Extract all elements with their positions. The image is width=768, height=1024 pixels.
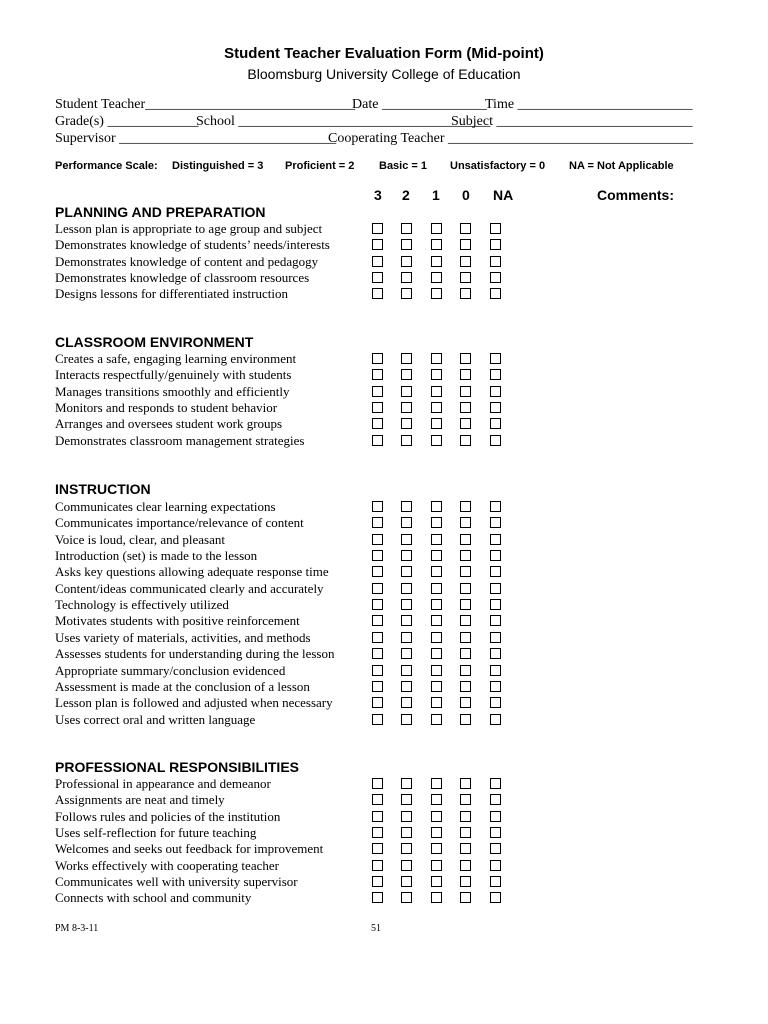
- grades-field[interactable]: Grade(s) _____________: [55, 114, 199, 129]
- score-0-checkbox[interactable]: [460, 288, 471, 299]
- school-field[interactable]: School ____________________________________: [196, 114, 491, 129]
- score-2-checkbox[interactable]: [401, 876, 412, 887]
- criterion-label: Uses self-reflection for future teaching: [55, 825, 257, 841]
- score-3-checkbox[interactable]: [372, 386, 383, 397]
- score-2-checkbox[interactable]: [401, 583, 412, 594]
- score-3-checkbox[interactable]: [372, 697, 383, 708]
- score-2-checkbox[interactable]: [401, 550, 412, 561]
- criterion-label: Designs lessons for differentiated instruction: [55, 286, 288, 302]
- score-2-checkbox[interactable]: [401, 827, 412, 838]
- score-1-checkbox[interactable]: [431, 615, 442, 626]
- score-0-checkbox[interactable]: [460, 697, 471, 708]
- score-na-checkbox[interactable]: [490, 827, 501, 838]
- criterion-label: Arranges and oversees student work groups: [55, 416, 283, 432]
- score-2-checkbox[interactable]: [401, 681, 412, 692]
- criterion-label: Professional in appearance and demeanor: [55, 776, 271, 791]
- score-1-checkbox[interactable]: [431, 435, 442, 446]
- score-2-checkbox[interactable]: [401, 615, 412, 626]
- score-3-checkbox[interactable]: [372, 876, 383, 887]
- section-title: CLASSROOM ENVIRONMENT: [55, 334, 254, 350]
- criterion-label: Content/ideas communicated clearly and accurately: [55, 580, 324, 596]
- score-2-checkbox[interactable]: [401, 288, 412, 299]
- score-2-checkbox[interactable]: [401, 794, 412, 805]
- score-1-checkbox[interactable]: [431, 860, 442, 871]
- score-2-checkbox[interactable]: [401, 599, 412, 610]
- score-2-checkbox[interactable]: [401, 418, 412, 429]
- score-na-checkbox[interactable]: [490, 501, 501, 512]
- criterion-label: Voice is loud, clear, and pleasant: [55, 531, 225, 547]
- score-0-checkbox[interactable]: [460, 843, 471, 854]
- score-2-checkbox[interactable]: [401, 714, 412, 725]
- score-3-checkbox[interactable]: [372, 288, 383, 299]
- criterion-label: Lesson plan is followed and adjusted when necessary: [55, 695, 333, 711]
- score-na-checkbox[interactable]: [490, 599, 501, 610]
- criterion-label: Connects with school and community: [55, 890, 252, 906]
- form-title: Student Teacher Evaluation Form (Mid-point): [224, 45, 544, 62]
- criterion-label: Demonstrates knowledge of classroom resources: [55, 270, 310, 286]
- score-0-checkbox[interactable]: [460, 714, 471, 725]
- score-na-checkbox[interactable]: [490, 517, 501, 528]
- page-number: 51: [371, 923, 381, 934]
- section-title: INSTRUCTION: [55, 481, 151, 497]
- score-2-checkbox[interactable]: [401, 353, 412, 364]
- score-0-checkbox[interactable]: [460, 418, 471, 429]
- score-1-checkbox[interactable]: [431, 239, 442, 250]
- score-na-checkbox[interactable]: [490, 402, 501, 413]
- criterion-label: Works effectively with cooperating teacher: [55, 857, 279, 873]
- score-3-checkbox[interactable]: [372, 811, 383, 822]
- score-1-checkbox[interactable]: [431, 517, 442, 528]
- score-2-checkbox[interactable]: [401, 632, 412, 643]
- score-3-checkbox[interactable]: [372, 418, 383, 429]
- score-2-checkbox[interactable]: [401, 778, 412, 789]
- score-3-checkbox[interactable]: [372, 239, 383, 250]
- score-3-checkbox[interactable]: [372, 272, 383, 283]
- score-0-checkbox[interactable]: [460, 369, 471, 380]
- criterion-label: Motivates students with positive reinforcement: [55, 613, 300, 629]
- score-1-checkbox[interactable]: [431, 843, 442, 854]
- form-subtitle: Bloomsburg University College of Education: [247, 66, 521, 82]
- score-0-checkbox[interactable]: [460, 256, 471, 267]
- score-0-checkbox[interactable]: [460, 223, 471, 234]
- score-0-checkbox[interactable]: [460, 550, 471, 561]
- score-2-checkbox[interactable]: [401, 665, 412, 676]
- criterion-label: Introduction (set) is made to the lesson: [55, 548, 258, 564]
- col-na-header: NA: [493, 187, 514, 203]
- score-1-checkbox[interactable]: [431, 223, 442, 234]
- score-na-checkbox[interactable]: [490, 353, 501, 364]
- scale-distinguished: Distinguished = 3: [172, 160, 264, 172]
- score-0-checkbox[interactable]: [460, 892, 471, 903]
- form-code: PM 8-3-11: [55, 923, 99, 934]
- scale-label: Performance Scale:: [55, 160, 158, 172]
- score-1-checkbox[interactable]: [431, 876, 442, 887]
- score-0-checkbox[interactable]: [460, 681, 471, 692]
- score-na-checkbox[interactable]: [490, 369, 501, 380]
- score-1-checkbox[interactable]: [431, 892, 442, 903]
- score-1-checkbox[interactable]: [431, 272, 442, 283]
- score-2-checkbox[interactable]: [401, 272, 412, 283]
- score-1-checkbox[interactable]: [431, 583, 442, 594]
- score-3-checkbox[interactable]: [372, 256, 383, 267]
- score-2-checkbox[interactable]: [401, 256, 412, 267]
- score-2-checkbox[interactable]: [401, 892, 412, 903]
- col-0-header: 0: [462, 187, 470, 203]
- score-3-checkbox[interactable]: [372, 223, 383, 234]
- score-1-checkbox[interactable]: [431, 534, 442, 545]
- score-na-checkbox[interactable]: [490, 714, 501, 725]
- score-1-checkbox[interactable]: [431, 256, 442, 267]
- score-na-checkbox[interactable]: [490, 418, 501, 429]
- criterion-label: Lesson plan is appropriate to age group and subject: [55, 221, 323, 236]
- score-3-checkbox[interactable]: [372, 860, 383, 871]
- score-2-checkbox[interactable]: [401, 534, 412, 545]
- score-1-checkbox[interactable]: [431, 288, 442, 299]
- score-2-checkbox[interactable]: [401, 697, 412, 708]
- score-3-checkbox[interactable]: [372, 714, 383, 725]
- score-1-checkbox[interactable]: [431, 501, 442, 512]
- score-0-checkbox[interactable]: [460, 599, 471, 610]
- score-2-checkbox[interactable]: [401, 648, 412, 659]
- score-0-checkbox[interactable]: [460, 811, 471, 822]
- score-3-checkbox[interactable]: [372, 648, 383, 659]
- score-3-checkbox[interactable]: [372, 583, 383, 594]
- criterion-label: Asks key questions allowing adequate response time: [55, 564, 329, 580]
- criterion-label: Communicates well with university supervisor: [55, 874, 298, 890]
- score-3-checkbox[interactable]: [372, 632, 383, 643]
- time-field[interactable]: Time _________________________: [485, 97, 693, 112]
- score-na-checkbox[interactable]: [490, 632, 501, 643]
- score-3-checkbox[interactable]: [372, 599, 383, 610]
- score-na-checkbox[interactable]: [490, 288, 501, 299]
- score-2-checkbox[interactable]: [401, 369, 412, 380]
- score-1-checkbox[interactable]: [431, 665, 442, 676]
- criterion-label: Assessment is made at the conclusion of a lesson: [55, 678, 310, 694]
- supervisor-field[interactable]: Supervisor _______________________________: [55, 131, 337, 146]
- score-0-checkbox[interactable]: [460, 778, 471, 789]
- score-0-checkbox[interactable]: [460, 435, 471, 446]
- score-3-checkbox[interactable]: [372, 517, 383, 528]
- score-0-checkbox[interactable]: [460, 534, 471, 545]
- score-1-checkbox[interactable]: [431, 369, 442, 380]
- score-2-checkbox[interactable]: [401, 843, 412, 854]
- score-na-checkbox[interactable]: [490, 534, 501, 545]
- score-na-checkbox[interactable]: [490, 583, 501, 594]
- score-na-checkbox[interactable]: [490, 256, 501, 267]
- score-0-checkbox[interactable]: [460, 239, 471, 250]
- col-2-header: 2: [402, 187, 410, 203]
- student-teacher-field[interactable]: Student Teacher______________________________: [55, 97, 356, 112]
- criterion-label: Creates a safe, engaging learning environment: [55, 351, 297, 366]
- score-2-checkbox[interactable]: [401, 811, 412, 822]
- score-0-checkbox[interactable]: [460, 876, 471, 887]
- score-3-checkbox[interactable]: [372, 566, 383, 577]
- score-1-checkbox[interactable]: [431, 794, 442, 805]
- score-na-checkbox[interactable]: [490, 223, 501, 234]
- score-0-checkbox[interactable]: [460, 794, 471, 805]
- criterion-label: Monitors and responds to student behavior: [55, 400, 278, 416]
- score-1-checkbox[interactable]: [431, 778, 442, 789]
- criterion-label: Welcomes and seeks out feedback for improvement: [55, 841, 324, 857]
- criterion-label: Demonstrates classroom management strategies: [55, 432, 305, 448]
- score-3-checkbox[interactable]: [372, 681, 383, 692]
- score-0-checkbox[interactable]: [460, 566, 471, 577]
- criterion-label: Demonstrates knowledge of students’ needs/interests: [55, 237, 330, 253]
- cooperating-teacher-field[interactable]: Cooperating Teacher ___________________________________: [328, 131, 694, 146]
- score-0-checkbox[interactable]: [460, 583, 471, 594]
- score-0-checkbox[interactable]: [460, 860, 471, 871]
- score-na-checkbox[interactable]: [490, 648, 501, 659]
- score-na-checkbox[interactable]: [490, 697, 501, 708]
- criterion-label: Follows rules and policies of the institution: [55, 808, 281, 824]
- score-na-checkbox[interactable]: [490, 794, 501, 805]
- score-na-checkbox[interactable]: [490, 778, 501, 789]
- score-1-checkbox[interactable]: [431, 402, 442, 413]
- criterion-label: Uses correct oral and written language: [55, 711, 256, 727]
- score-na-checkbox[interactable]: [490, 876, 501, 887]
- score-3-checkbox[interactable]: [372, 402, 383, 413]
- score-2-checkbox[interactable]: [401, 402, 412, 413]
- criterion-label: Communicates importance/relevance of content: [55, 515, 304, 531]
- subject-field[interactable]: Subject ____________________________: [451, 114, 693, 129]
- score-0-checkbox[interactable]: [460, 386, 471, 397]
- score-na-checkbox[interactable]: [490, 386, 501, 397]
- score-1-checkbox[interactable]: [431, 681, 442, 692]
- score-0-checkbox[interactable]: [460, 501, 471, 512]
- comments-header: Comments:: [597, 187, 675, 203]
- score-na-checkbox[interactable]: [490, 272, 501, 283]
- scale-unsatisfactory: Unsatisfactory = 0: [450, 160, 546, 172]
- score-na-checkbox[interactable]: [490, 615, 501, 626]
- score-2-checkbox[interactable]: [401, 517, 412, 528]
- criterion-label: Interacts respectfully/genuinely with students: [55, 367, 292, 383]
- score-3-checkbox[interactable]: [372, 353, 383, 364]
- score-3-checkbox[interactable]: [372, 843, 383, 854]
- score-3-checkbox[interactable]: [372, 892, 383, 903]
- score-0-checkbox[interactable]: [460, 648, 471, 659]
- score-0-checkbox[interactable]: [460, 615, 471, 626]
- score-1-checkbox[interactable]: [431, 386, 442, 397]
- score-0-checkbox[interactable]: [460, 402, 471, 413]
- score-na-checkbox[interactable]: [490, 892, 501, 903]
- score-3-checkbox[interactable]: [372, 778, 383, 789]
- col-1-header: 1: [432, 187, 440, 203]
- score-0-checkbox[interactable]: [460, 827, 471, 838]
- score-0-checkbox[interactable]: [460, 353, 471, 364]
- score-3-checkbox[interactable]: [372, 827, 383, 838]
- score-3-checkbox[interactable]: [372, 369, 383, 380]
- score-1-checkbox[interactable]: [431, 697, 442, 708]
- date-field[interactable]: Date _______________: [352, 97, 487, 112]
- score-1-checkbox[interactable]: [431, 418, 442, 429]
- score-na-checkbox[interactable]: [490, 681, 501, 692]
- score-3-checkbox[interactable]: [372, 615, 383, 626]
- score-na-checkbox[interactable]: [490, 860, 501, 871]
- score-0-checkbox[interactable]: [460, 517, 471, 528]
- criterion-label: Appropriate summary/conclusion evidenced: [55, 662, 286, 678]
- score-3-checkbox[interactable]: [372, 550, 383, 561]
- score-na-checkbox[interactable]: [490, 239, 501, 250]
- score-3-checkbox[interactable]: [372, 501, 383, 512]
- score-1-checkbox[interactable]: [431, 353, 442, 364]
- scale-proficient: Proficient = 2: [285, 160, 355, 172]
- col-3-header: 3: [374, 187, 382, 203]
- score-1-checkbox[interactable]: [431, 599, 442, 610]
- score-3-checkbox[interactable]: [372, 794, 383, 805]
- score-1-checkbox[interactable]: [431, 827, 442, 838]
- score-na-checkbox[interactable]: [490, 435, 501, 446]
- score-na-checkbox[interactable]: [490, 665, 501, 676]
- criterion-label: Manages transitions smoothly and efficiently: [55, 383, 290, 399]
- scale-na: NA = Not Applicable: [569, 160, 674, 172]
- score-0-checkbox[interactable]: [460, 632, 471, 643]
- section-title: PROFESSIONAL RESPONSIBILITIES: [55, 759, 300, 775]
- score-1-checkbox[interactable]: [431, 550, 442, 561]
- score-na-checkbox[interactable]: [490, 566, 501, 577]
- score-3-checkbox[interactable]: [372, 435, 383, 446]
- score-2-checkbox[interactable]: [401, 223, 412, 234]
- score-2-checkbox[interactable]: [401, 239, 412, 250]
- score-2-checkbox[interactable]: [401, 386, 412, 397]
- score-1-checkbox[interactable]: [431, 811, 442, 822]
- score-na-checkbox[interactable]: [490, 550, 501, 561]
- score-1-checkbox[interactable]: [431, 648, 442, 659]
- score-2-checkbox[interactable]: [401, 860, 412, 871]
- score-3-checkbox[interactable]: [372, 665, 383, 676]
- score-na-checkbox[interactable]: [490, 843, 501, 854]
- score-0-checkbox[interactable]: [460, 272, 471, 283]
- criterion-label: Assignments are neat and timely: [55, 792, 225, 808]
- score-1-checkbox[interactable]: [431, 632, 442, 643]
- criterion-label: Demonstrates knowledge of content and pedagogy: [55, 253, 319, 269]
- criterion-label: Assesses students for understanding during the lesson: [55, 646, 335, 662]
- score-na-checkbox[interactable]: [490, 811, 501, 822]
- score-2-checkbox[interactable]: [401, 566, 412, 577]
- score-2-checkbox[interactable]: [401, 501, 412, 512]
- score-3-checkbox[interactable]: [372, 534, 383, 545]
- section-title: PLANNING AND PREPARATION: [55, 204, 266, 220]
- criterion-label: Uses variety of materials, activities, and methods: [55, 629, 311, 645]
- scale-basic: Basic = 1: [379, 160, 428, 172]
- score-1-checkbox[interactable]: [431, 566, 442, 577]
- criterion-label: Communicates clear learning expectations: [55, 499, 276, 514]
- score-2-checkbox[interactable]: [401, 435, 412, 446]
- score-1-checkbox[interactable]: [431, 714, 442, 725]
- score-0-checkbox[interactable]: [460, 665, 471, 676]
- criterion-label: Technology is effectively utilized: [55, 597, 229, 613]
